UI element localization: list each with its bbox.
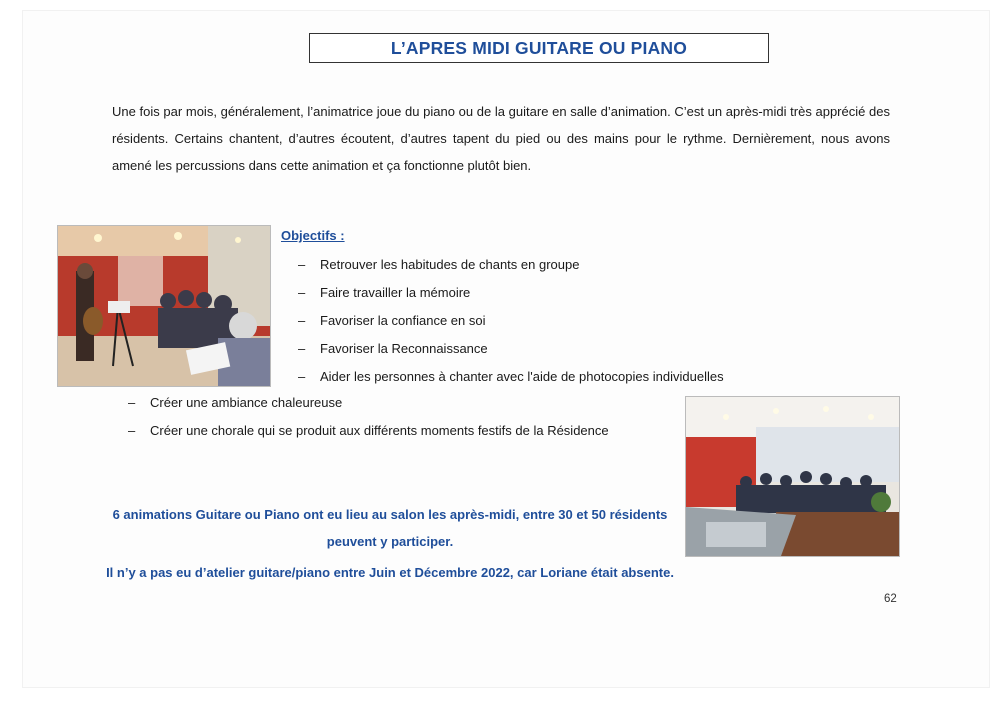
intro-paragraph: Une fois par mois, généralement, l’animatrice joue du piano ou de la guitare en salle d’animation. C’est un après-midi très apprécié des résidents. Certains chantent, d’autres écoutent, d’autres tapent du pied ou des mains pour le rythme. Dernièrement, nous avons amené les percussions dans cette animation et ça fonctionne plutôt bien. bbox=[112, 104, 890, 173]
list-item-text: Créer une ambiance chaleureuse bbox=[150, 395, 343, 410]
list-bullet: – bbox=[298, 257, 306, 272]
list-item-text: Favoriser la Reconnaissance bbox=[320, 341, 488, 356]
list-item-text: Créer une chorale qui se produit aux différents moments festifs de la Résidence bbox=[150, 423, 609, 438]
list-bullet: – bbox=[298, 369, 306, 384]
list-bullet: – bbox=[128, 423, 136, 438]
list-bullet: – bbox=[298, 313, 306, 328]
photo-guitar-performance bbox=[57, 225, 271, 387]
objectives-heading: Objectifs : bbox=[281, 228, 345, 243]
list-bullet: – bbox=[298, 285, 306, 300]
list-item-text: Favoriser la confiance en soi bbox=[320, 313, 486, 328]
list-bullet: – bbox=[298, 341, 306, 356]
title-box bbox=[309, 33, 769, 63]
photo-audience-room bbox=[685, 396, 900, 557]
summary-line-1: 6 animations Guitare ou Piano ont eu lieu au salon les après-midi, entre 30 et 50 résidents bbox=[112, 507, 668, 522]
page-number: 62 bbox=[884, 593, 897, 605]
list-item-text: Faire travailler la mémoire bbox=[320, 285, 471, 300]
list-item-text: Aider les personnes à chanter avec l'aide de photocopies individuelles bbox=[320, 369, 724, 384]
summary-line-3: Il n’y a pas eu d’atelier guitare/piano entre Juin et Décembre 2022, car Loriane était absente. bbox=[106, 565, 674, 580]
list-bullet: – bbox=[128, 395, 136, 410]
page-title: L’APRES MIDI GUITARE OU PIANO bbox=[390, 37, 688, 58]
summary-line-2: peuvent y participer. bbox=[326, 534, 454, 549]
list-item-text: Retrouver les habitudes de chants en groupe bbox=[320, 257, 580, 272]
